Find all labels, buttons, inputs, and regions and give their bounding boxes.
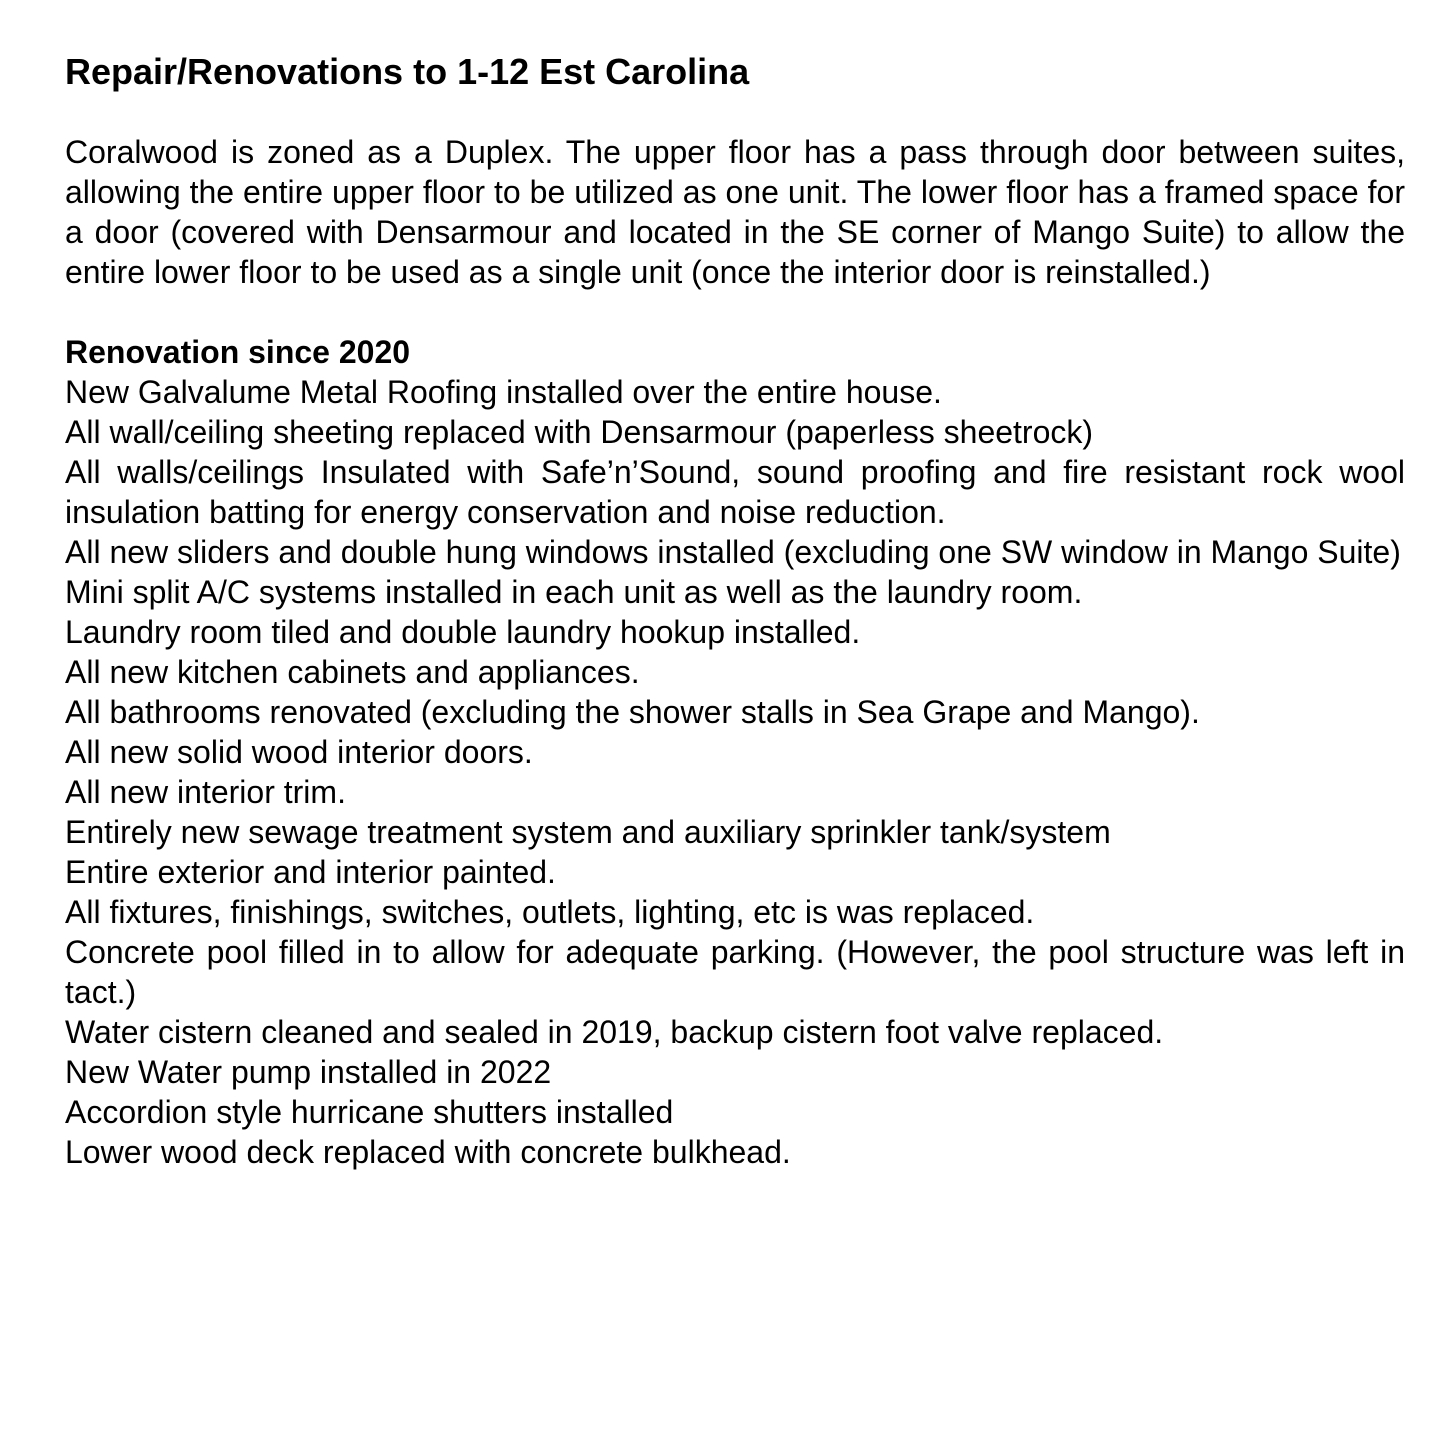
renovation-item: Entire exterior and interior painted. (65, 854, 556, 890)
renovation-list (65, 372, 1405, 1172)
renovation-item: New Galvalume Metal Roofing installed over the entire house. (65, 374, 942, 410)
renovation-item: Lower wood deck replaced with concrete bulkhead. (65, 1134, 791, 1170)
renovation-item: All wall/ceiling sheeting replaced with Densarmour (paperless sheetrock) (65, 414, 1094, 450)
section-heading: Renovation since 2020 (65, 334, 411, 370)
renovation-item: Laundry room tiled and double laundry hookup installed. (65, 614, 861, 650)
renovation-item: All new sliders and double hung windows installed (excluding one SW window in Mango Suite) (65, 534, 1401, 570)
renovation-item: Water cistern cleaned and sealed in 2019, backup cistern foot valve replaced. (65, 1014, 1164, 1050)
intro-paragraph: Coralwood is zoned as a Duplex. The upper floor has a pass through door between suites, allowing the entire upper floor to be utilized as one unit. The lower floor has a framed space for a door (covered with Densarmour and located in the SE corner of Mango Suite) to allow the entire lower floor to be used as a single unit (once the interior door is reinstalled.) (65, 134, 1405, 290)
renovation-item: All new interior trim. (65, 774, 346, 810)
renovation-item: All new kitchen cabinets and appliances. (65, 654, 640, 690)
renovation-item: Accordion style hurricane shutters installed (65, 1094, 674, 1130)
document-title: Repair/Renovations to 1-12 Est Carolina (65, 51, 750, 92)
renovation-item: Concrete pool filled in to allow for adequate parking. (However, the pool structure was left in tact.) (65, 934, 1405, 1010)
renovation-item: All fixtures, finishings, switches, outlets, lighting, etc is was replaced. (65, 894, 1035, 930)
renovation-item: All new solid wood interior doors. (65, 734, 533, 770)
renovation-item: All walls/ceilings Insulated with Safe’n’Sound, sound proofing and fire resistant rock wool insulation batting for energy conservation and noise reduction. (65, 454, 1405, 530)
renovation-item: New Water pump installed in 2022 (65, 1054, 552, 1090)
renovation-item: All bathrooms renovated (excluding the shower stalls in Sea Grape and Mango). (65, 694, 1200, 730)
renovation-item: Entirely new sewage treatment system and auxiliary sprinkler tank/system (65, 814, 1111, 850)
renovation-item: Mini split A/C systems installed in each unit as well as the laundry room. (65, 574, 1083, 610)
